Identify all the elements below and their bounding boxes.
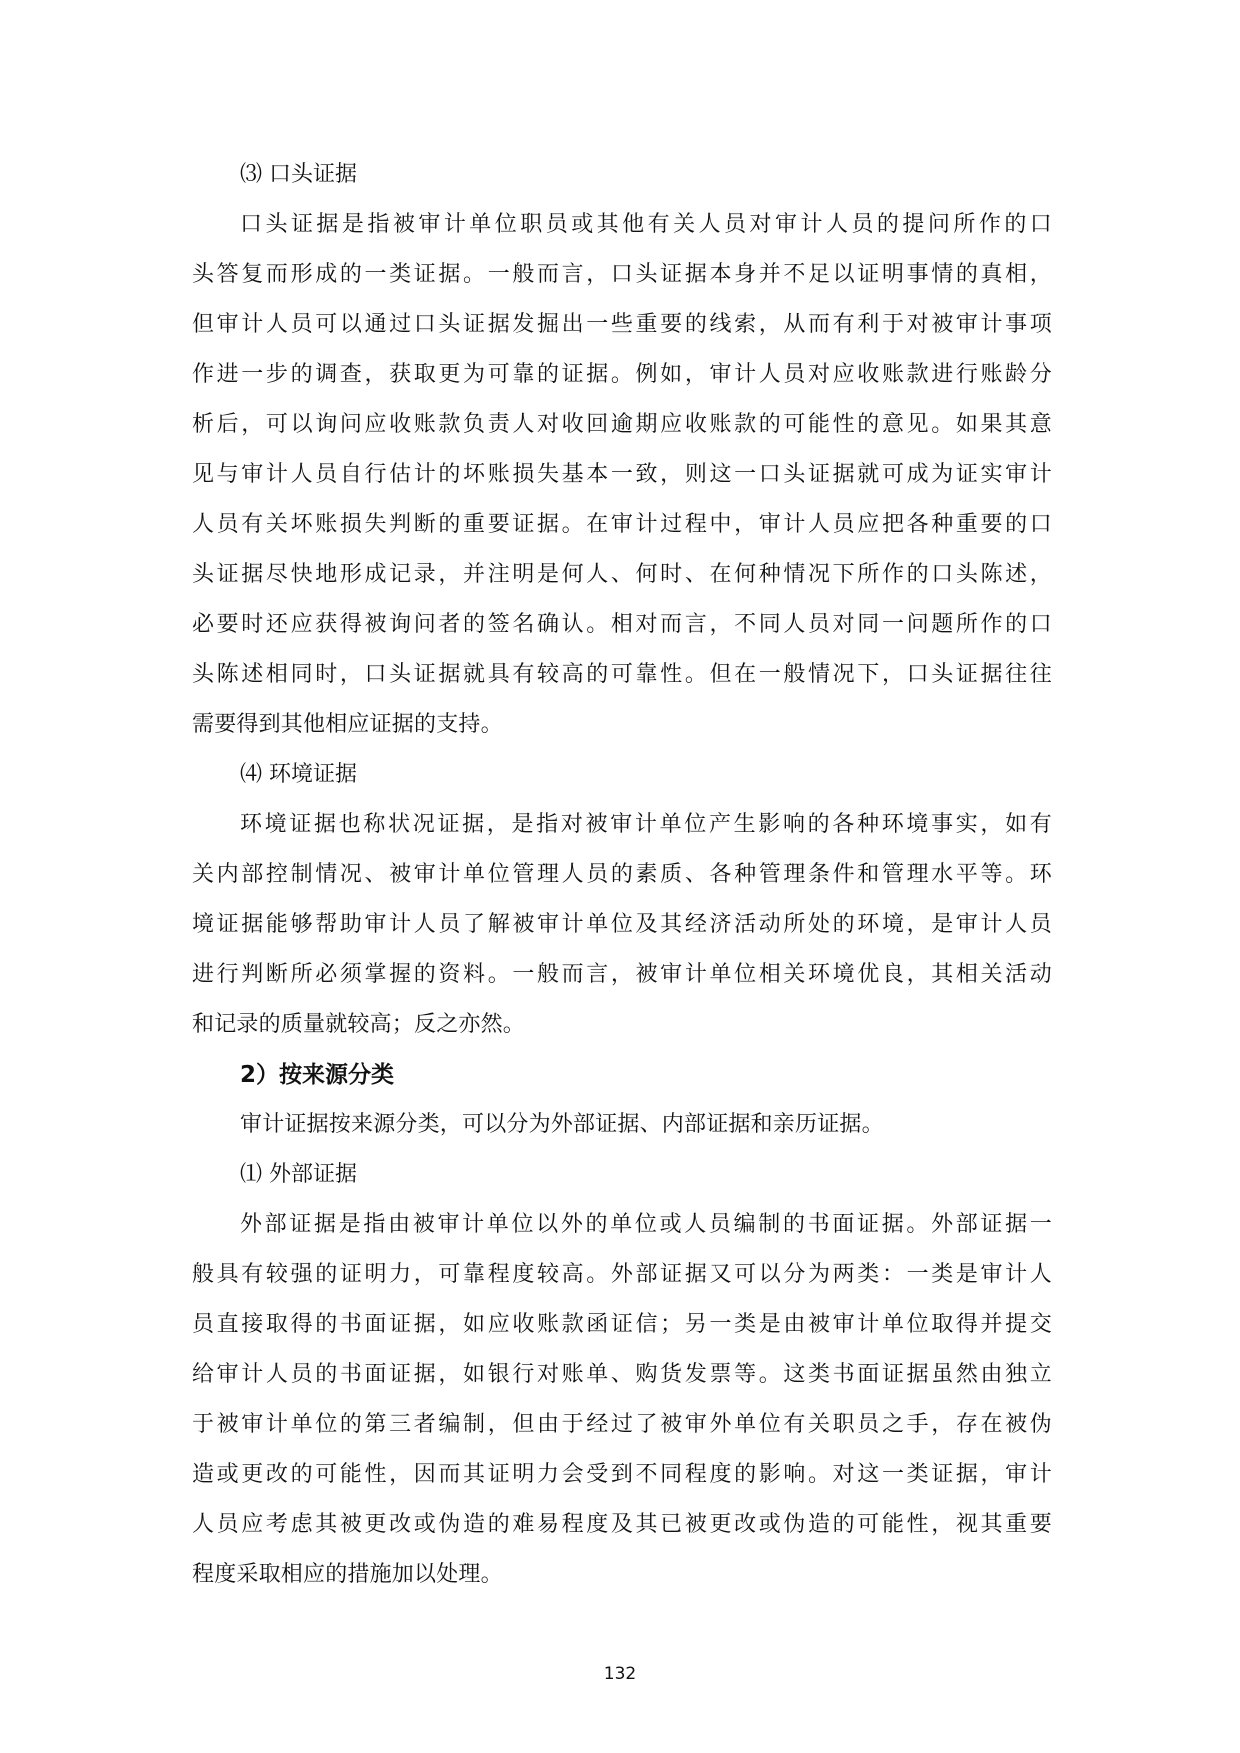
paragraph [192, 200, 1052, 750]
text-line: 员直接取得的书面证据，如应收账款函证信；另一类是由被审计单位取得并提交 [192, 1312, 1052, 1337]
section-heading: ⑷ 环境证据 [240, 762, 357, 787]
text-line: 头陈述相同时，口头证据就具有较高的可靠性。但在一般情况下，口头证据往往 [192, 662, 1052, 687]
text-line: 外部证据是指由被审计单位以外的单位或人员编制的书面证据。外部证据一 [240, 1212, 1052, 1237]
text-line: 境证据能够帮助审计人员了解被审计单位及其经济活动所处的环境，是审计人员 [192, 912, 1052, 937]
text-line: 和记录的质量就较高；反之亦然。 [192, 1012, 526, 1037]
text-line: 般具有较强的证明力，可靠程度较高。外部证据又可以分为两类：一类是审计人 [192, 1262, 1052, 1287]
text-line: 造或更改的可能性，因而其证明力会受到不同程度的影响。对这一类证据，审计 [192, 1462, 1052, 1487]
section-heading: 2）按来源分类 [240, 1062, 395, 1088]
text-line: 析后，可以询问应收账款负责人对收回逾期应收账款的可能性的意见。如果其意 [192, 412, 1052, 437]
text-line: 但审计人员可以通过口头证据发掘出一些重要的线索，从而有利于对被审计事项 [192, 312, 1052, 337]
text-line: 见与审计人员自行估计的坏账损失基本一致，则这一口头证据就可成为证实审计 [192, 462, 1052, 487]
text-line: 环境证据也称状况证据，是指对被审计单位产生影响的各种环境事实，如有 [240, 812, 1052, 837]
paragraph [192, 1200, 1052, 1600]
text-line: 口头证据是指被审计单位职员或其他有关人员对审计人员的提问所作的口 [240, 212, 1052, 237]
text-line: 给审计人员的书面证据，如银行对账单、购货发票等。这类书面证据虽然由独立 [192, 1362, 1052, 1387]
text-line: 进行判断所必须掌握的资料。一般而言，被审计单位相关环境优良，其相关活动 [192, 962, 1052, 987]
document-body [192, 150, 1052, 1600]
text-line: 需要得到其他相应证据的支持。 [192, 712, 503, 737]
text-line: 于被审计单位的第三者编制，但由于经过了被审外单位有关职员之手，存在被伪 [192, 1412, 1052, 1437]
text-line: 作进一步的调查，获取更为可靠的证据。例如，审计人员对应收账款进行账龄分 [192, 362, 1052, 387]
section-heading: ⑶ 口头证据 [240, 162, 357, 187]
text-line: 关内部控制情况、被审计单位管理人员的素质、各种管理条件和管理水平等。环 [192, 862, 1052, 887]
text-line: 人员有关坏账损失判断的重要证据。在审计过程中，审计人员应把各种重要的口 [192, 512, 1052, 537]
text-line: 程度采取相应的措施加以处理。 [192, 1562, 503, 1587]
text-line: 头答复而形成的一类证据。一般而言，口头证据本身并不足以证明事情的真相， [192, 262, 1052, 287]
text-line: 头证据尽快地形成记录，并注明是何人、何时、在何种情况下所作的口头陈述， [192, 562, 1052, 587]
paragraph [192, 1100, 1052, 1150]
text-line: 必要时还应获得被询问者的签名确认。相对而言，不同人员对同一问题所作的口 [192, 612, 1052, 637]
paragraph [192, 800, 1052, 1050]
section-heading: ⑴ 外部证据 [240, 1162, 357, 1187]
page-number: 132 [603, 1664, 637, 1684]
text-line: 审计证据按来源分类，可以分为外部证据、内部证据和亲历证据。 [240, 1112, 884, 1137]
text-line: 人员应考虑其被更改或伪造的难易程度及其已被更改或伪造的可能性，视其重要 [192, 1512, 1052, 1537]
